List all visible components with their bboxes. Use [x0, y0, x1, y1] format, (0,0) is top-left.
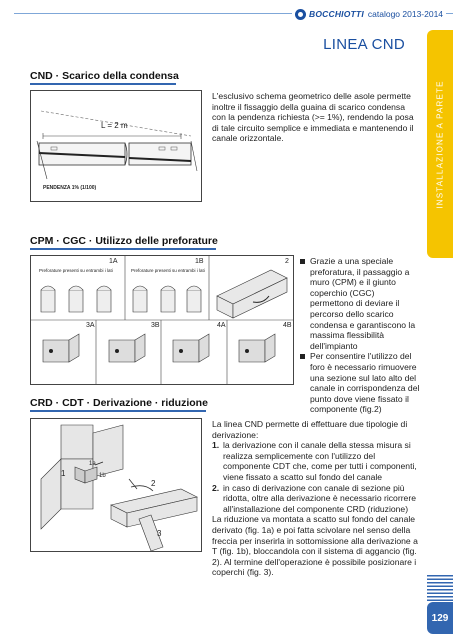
crd-item-2-num: 2.: [212, 482, 220, 493]
cnd-text: L'esclusivo schema geometrico delle asole permette inoltre il fissaggio della guaina di scarico condensa con la pendenza richiesta (>= 1%), rendendo la posa di tale circuito semplice e immediata e mantenendo il canale orizzontale.: [212, 91, 414, 144]
fig-label-1: 1: [61, 469, 66, 478]
cpm-drawing: [31, 256, 293, 384]
fig-label-2: 2: [151, 479, 156, 488]
fig-label-4b: 4B: [283, 322, 292, 329]
side-tab: [427, 30, 453, 258]
figure-cpm: [30, 255, 294, 385]
fig-label-1b: 1B: [195, 258, 204, 265]
crd-item-1-num: 1.: [212, 440, 220, 451]
fig-label-1b: 1b: [99, 473, 106, 479]
figure-cnd: [30, 90, 202, 202]
crd-item-1-text: la derivazione con il canale della stessa misura si realizza semplicemente con l'utilizzo del componente CDT che, come per tutti i componenti, viene fissato a scatto sul fondo del canale: [223, 440, 417, 482]
cpm-bullets: [300, 256, 420, 415]
fig-label-3: 3: [157, 529, 162, 538]
crd-outro: La riduzione va montata a scatto sul fondo del canale derivato (fig. 1a) e poi fatta scivolare nel senso della freccia per inserirla in sottomissione alla derivazione a T (fig. 1b), bloccandola con il sistema di aggancio (fig. 2). Al termine dell'operazione è possibile posizionare i coperchi (fig. 3).: [212, 514, 418, 578]
fig-label-3a: 3A: [86, 322, 95, 329]
brand-name: BOCCHIOTTI: [309, 9, 364, 19]
crd-intro: La linea CND permette di effettuare due tipologie di derivazione:: [212, 419, 408, 440]
crd-drawing: [31, 419, 201, 551]
fig-label-3b: 3B: [151, 322, 160, 329]
page-stripes: [427, 575, 453, 601]
fig-label-1a: 1A: [109, 258, 118, 265]
note-preforature-a: Preforature presenti su entrambi i lati: [39, 268, 113, 273]
section-heading-crd: CRD · CDT · Derivazione · riduzione: [30, 397, 208, 409]
page-header: [0, 0, 453, 24]
fig-label-2: 2: [285, 258, 289, 265]
cpm-bullet-2: Per consentire l'utilizzo del foro è necessario rimuovere una sezione sul lato alto del canale in corrispondenza del punto dove viene fissato il componente (fig.2): [300, 351, 420, 415]
brand: [292, 7, 446, 21]
crd-item-1: [212, 440, 420, 482]
brand-logo-icon: [295, 9, 306, 20]
cpm-bullet-1: Grazie a una speciale preforatura, il passaggio a muro (CPM) e il giunto coperchio (CGC) permettono di deviare il percorso dello scarico condensa e garantiscono la massima flessibilità dell'impianto: [300, 256, 420, 351]
catalog-label: catalogo 2013-2014: [367, 9, 444, 19]
crd-item-2-text: in caso di derivazione con canale di sezione più ridotta, oltre alla derivazione è necessario ricorrere all'installazione del componente CRD (riduzione): [223, 482, 416, 514]
fig-label-1a: 1a: [89, 461, 96, 467]
note-preforature-b: Preforature presenti su entrambi i lati: [131, 268, 205, 273]
section-heading-cnd: CND · Scarico della condensa: [30, 70, 179, 82]
fig-label-4a: 4A: [217, 322, 226, 329]
section-rule-cnd: [30, 83, 176, 85]
section-rule-cpm: [30, 248, 216, 250]
section-rule-crd: [30, 410, 206, 412]
slope-label: PENDENZA 1% (1/100): [43, 185, 97, 191]
figure-crd: [30, 418, 202, 552]
page-title: LINEA CND: [323, 36, 405, 53]
crd-text: [212, 419, 420, 578]
length-label: L = 2 m: [101, 121, 128, 130]
side-tab-label: INSTALLAZIONE A PARETE: [435, 79, 445, 209]
section-heading-cpm: CPM · CGC · Utilizzo delle preforature: [30, 235, 218, 247]
crd-item-2: [212, 483, 420, 515]
page-number: 129: [427, 602, 453, 634]
